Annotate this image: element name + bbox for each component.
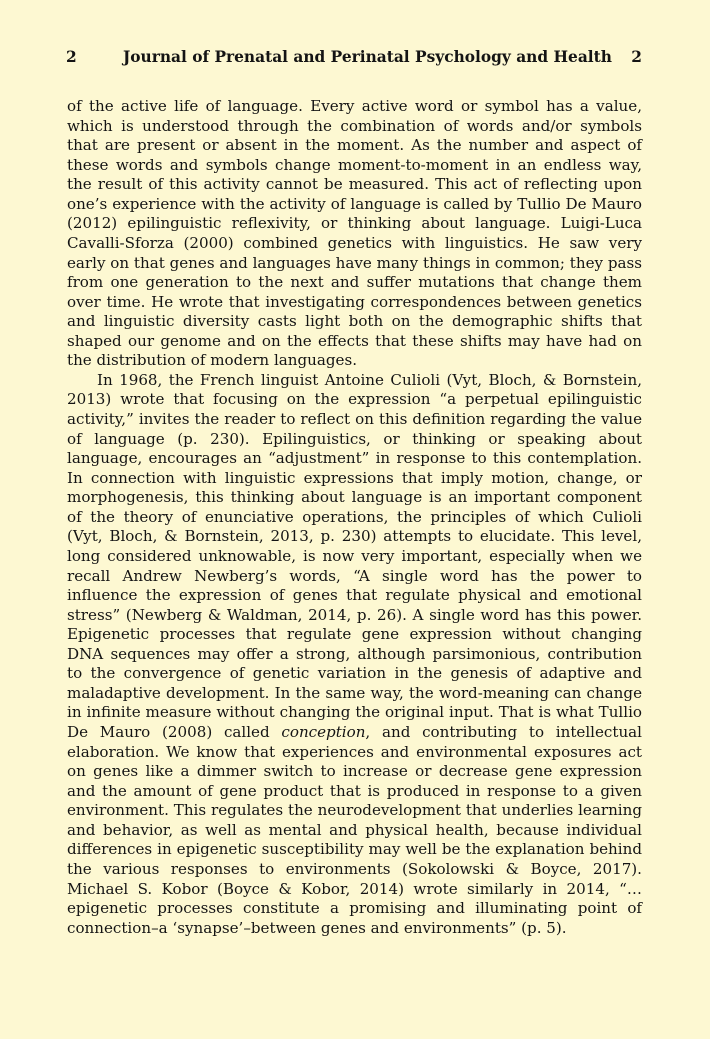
- body-text: [67, 97, 642, 938]
- italic-term-conception: conception: [281, 723, 366, 741]
- journal-title: Journal of Prenatal and Perinatal Psychology and Health: [123, 48, 612, 66]
- paragraph-2-part-2: , and contributing to intellectual elaboration. We know that experiences and environmental exposures act on genes like a dimmer switch to increase or decrease gene expression and the amount of gene product that is produced in response to a given environment. This regulates the neurodevelopment that underlies learning and behavior, as well as mental and physical health, because individual differences in epigenetic susceptibility may well be the explanation behind the various responses to environments (Sokolowski & Boyce, 2017). Michael S. Kobor (Boyce & Kobor, 2014) wrote similarly in 2014, “… epigenetic processes constitute a promising and illuminating point of connection–a ‘synapse’–between genes and environments” (p. 5).: [67, 723, 642, 937]
- page-number-right: 2: [631, 48, 642, 66]
- paragraph-2-part-1: In 1968, the French linguist Antoine Culioli (Vyt, Bloch, & Bornstein, 2013) wrote that focusing on the expression “a perpetual epilinguistic activity,” invites the reader to reflect on this definition regarding the value of language (p. 230). Epilinguistics, or thinking or speaking about language, encourages an “adjustment” in response to this contemplation. In connection with linguistic expressions that imply motion, change, or morphogenesis, this thinking about language is an important component of the theory of enunciative operations, the principles of which Culioli (Vyt, Bloch, & Bornstein, 2013, p. 230) attempts to elucidate. This level, long considered unknowable, is now very important, especially when we recall Andrew Newberg’s words, “A single word has the power to influence the expression of genes that regulate physical and emotional stress” (Newberg & Waldman, 2014, p. 26). A single word has this power. Epigenetic processes that regulate gene expression without changing DNA sequences may offer a strong, although parsimonious, contribution to the convergence of genetic variation in the genesis of adaptive and maladaptive development. In the same way, the word-meaning can change in infinite measure without changing the original input. That is what Tullio De Mauro (2008) called: [67, 370, 642, 741]
- page-number-left: 2: [66, 48, 77, 66]
- paragraph-1: of the active life of language. Every active word or symbol has a value, which is understood through the combination of words and/or symbols that are present or absent in the moment. As the number and aspect of these words and symbols change moment-to-moment in an endless way, the result of this activity cannot be measured. This act of reflecting upon one’s experience with the activity of language is called by Tullio De Mauro (2012) epilinguistic reflexivity, or thinking about language. Luigi-Luca Cavalli-Sforza (2000) combined genetics with linguistics. He saw very early on that genes and languages have many things in common; they pass from one generation to the next and suffer mutations that change them over time. He wrote that investigating correspondences between genetics and linguistic diversity casts light both on the demographic shifts that shaped our genome and on the effects that these shifts may have had on the distribution of modern languages.: [67, 97, 642, 370]
- running-head: [66, 44, 642, 70]
- paragraph-2: [67, 371, 642, 938]
